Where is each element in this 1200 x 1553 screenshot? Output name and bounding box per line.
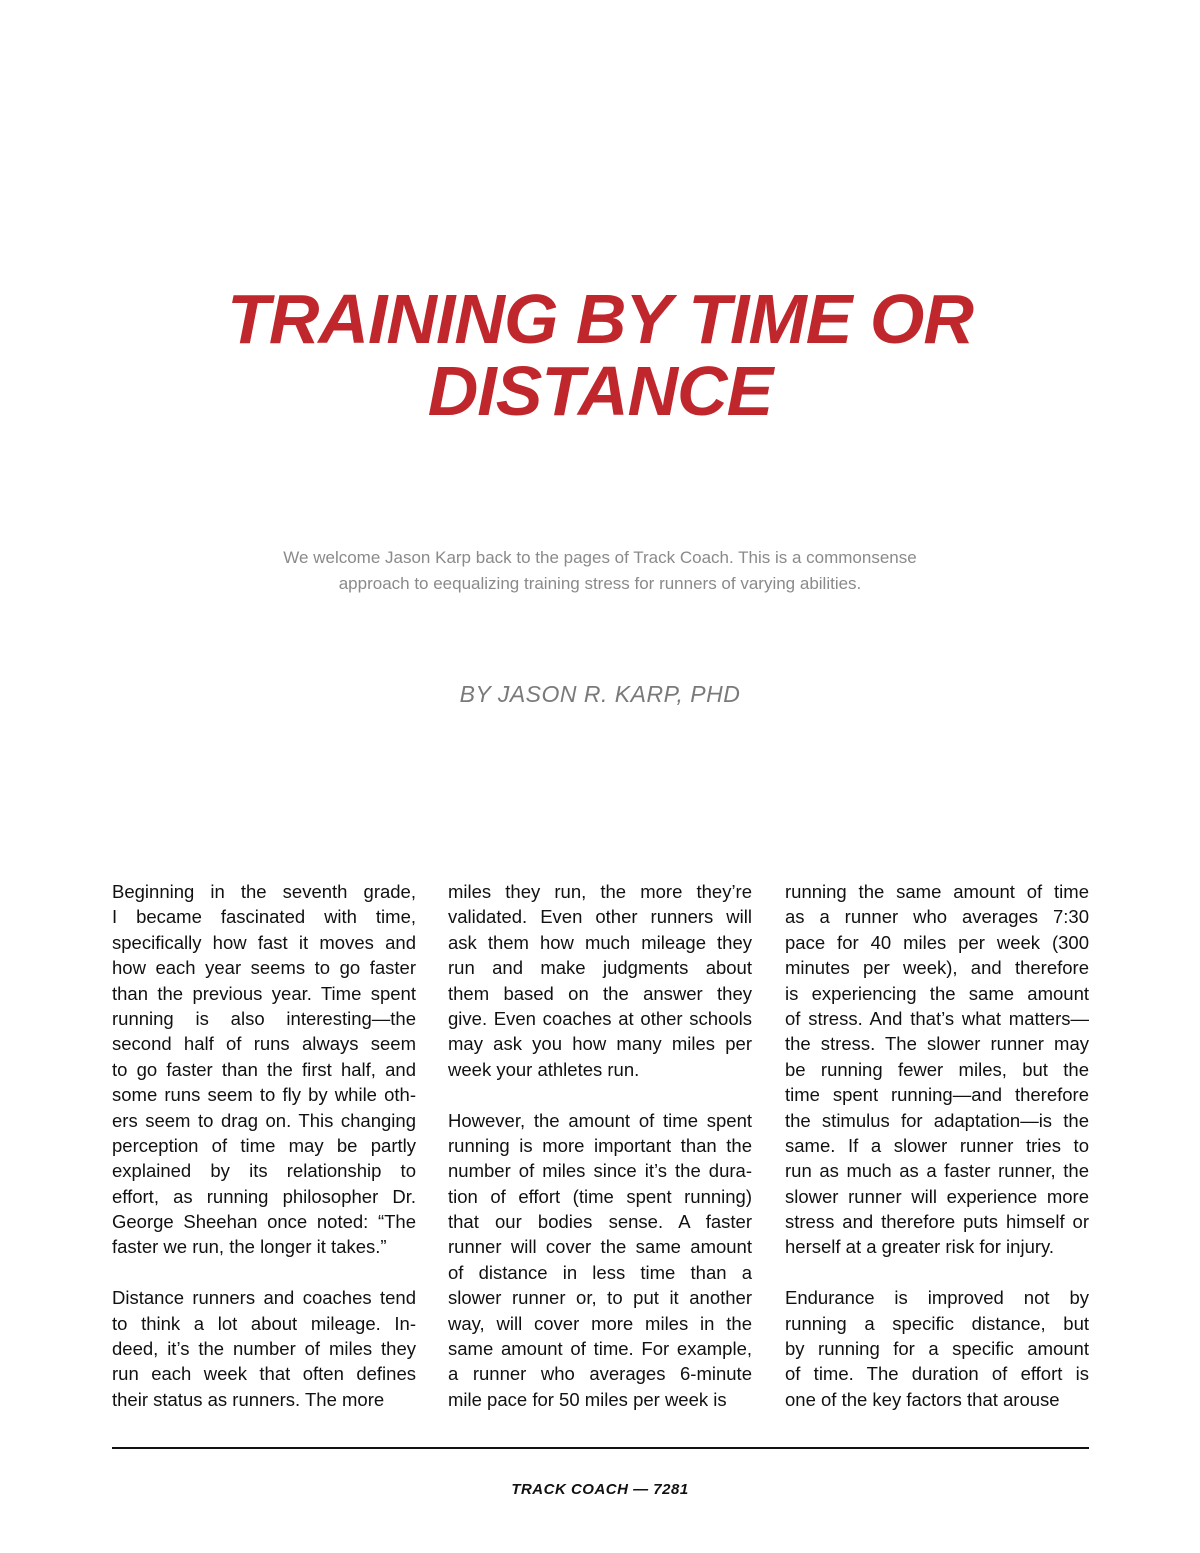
intro-line-2: approach to eequalizing training stress for runners of varying abilities.: [338, 574, 862, 593]
body-text-line: time spent running—and therefore: [785, 1084, 1089, 1106]
body-text-line: be running fewer miles, but the: [785, 1058, 1089, 1080]
body-text-line: tion of effort (time spent running): [448, 1185, 752, 1207]
body-text-line: slower runner or, to put it another: [448, 1287, 752, 1309]
body-column-2: [448, 879, 752, 1412]
body-text-line: Endurance is improved not by: [785, 1287, 1089, 1309]
body-text-line: slower runner will experience more: [785, 1185, 1089, 1207]
body-text-line: of time. The duration of effort is: [785, 1363, 1089, 1385]
article-title-line-2: DISTANCE: [427, 352, 773, 430]
body-text-line: miles they run, the more they’re: [448, 881, 752, 902]
body-text-line: second half of runs always seem: [112, 1033, 416, 1055]
body-text-line: running a specific distance, but: [785, 1312, 1089, 1334]
body-text-line: stress and therefore puts himself or: [785, 1211, 1089, 1233]
body-text-line: of distance in less time than a: [448, 1261, 752, 1283]
body-text-line: pace for 40 miles per week (300: [785, 931, 1089, 953]
paragraph-break: [785, 1260, 1089, 1285]
body-text-line: by running for a specific amount: [785, 1338, 1089, 1360]
body-text-line: I became fascinated with time,: [112, 906, 416, 928]
body-text-line: Beginning in the seventh grade,: [112, 881, 416, 902]
author-byline: BY JASON R. KARP, PHD: [459, 681, 741, 707]
body-text-line: running is also interesting—the: [112, 1007, 416, 1029]
body-text-line: give. Even coaches at other schools: [448, 1007, 752, 1029]
intro-line-1: We welcome Jason Karp back to the pages of Track Coach. This is a commonsense: [283, 548, 917, 567]
body-text-line: same. If a slower runner tries to: [785, 1134, 1089, 1156]
body-text-line: is experiencing the same amount: [785, 982, 1089, 1004]
body-text-line: mile pace for 50 miles per week is: [448, 1388, 727, 1410]
body-text-line: them based on the answer they: [448, 982, 752, 1004]
body-text-line: effort, as running philosopher Dr.: [112, 1185, 416, 1207]
body-text-line: some runs seem to fly by while oth-: [112, 1084, 416, 1106]
body-text-line: a runner who averages 6-minute: [448, 1363, 752, 1385]
body-text-line: However, the amount of time spent: [448, 1109, 752, 1131]
body-text-line: validated. Even other runners will: [448, 906, 752, 928]
footer-divider: [112, 1447, 1089, 1449]
body-text-line: the stimulus for adaptation—is the: [785, 1109, 1089, 1131]
paragraph-break: [448, 1082, 752, 1107]
body-text-line: perception of time may be partly: [112, 1134, 416, 1156]
body-text-line: runner will cover the same amount: [448, 1236, 752, 1258]
body-text-line: the stress. The slower runner may: [785, 1033, 1089, 1055]
body-text-line: how each year seems to go faster: [112, 957, 416, 979]
article-title: [0, 280, 1200, 430]
body-text-line: run and make judgments about: [448, 957, 752, 979]
body-text-line: may ask you how many miles per: [448, 1033, 752, 1055]
page-footer: TRACK COACH — 7281: [511, 1481, 689, 1498]
body-text-line: run as much as a faster runner, the: [785, 1160, 1089, 1182]
body-text-line: to go faster than the first half, and: [112, 1058, 416, 1080]
body-text-line: same amount of time. For example,: [448, 1338, 752, 1360]
body-text-line: that our bodies sense. A faster: [448, 1211, 752, 1233]
body-text-line: minutes per week), and therefore: [785, 957, 1089, 979]
body-text-line: to think a lot about mileage. In-: [112, 1312, 416, 1334]
body-text-line: running is more important than the: [448, 1134, 752, 1156]
body-text-line: than the previous year. Time spent: [112, 982, 416, 1004]
body-text-line: ers seem to drag on. This changing: [112, 1109, 416, 1131]
intro-paragraph: [200, 545, 1000, 597]
body-text-line: faster we run, the longer it takes.”: [112, 1236, 387, 1258]
body-text-line: of stress. And that’s what matters—: [785, 1007, 1089, 1029]
body-text-line: herself at a greater risk for injury.: [785, 1236, 1055, 1258]
body-text-line: specifically how fast it moves and: [112, 931, 416, 953]
body-text-line: week your athletes run.: [448, 1058, 640, 1080]
paragraph-break: [112, 1260, 416, 1285]
body-column-1: [112, 879, 416, 1412]
body-text-line: their status as runners. The more: [112, 1388, 385, 1410]
body-text-line: Distance runners and coaches tend: [112, 1287, 416, 1309]
body-text-line: explained by its relationship to: [112, 1160, 416, 1182]
body-text-line: number of miles since it’s the dura-: [448, 1160, 752, 1182]
body-text-line: one of the key factors that arouse: [785, 1388, 1060, 1410]
body-text-line: running the same amount of time: [785, 881, 1089, 902]
body-text-line: deed, it’s the number of miles they: [112, 1338, 416, 1360]
article-title-line-1: TRAINING BY TIME OR: [227, 280, 973, 358]
body-text-line: way, will cover more miles in the: [448, 1312, 752, 1334]
body-column-3: [785, 879, 1089, 1412]
body-text-line: as a runner who averages 7:30: [785, 906, 1089, 928]
body-text-line: run each week that often defines: [112, 1363, 416, 1385]
body-text-line: George Sheehan once noted: “The: [112, 1211, 416, 1233]
body-text-line: ask them how much mileage they: [448, 931, 752, 953]
